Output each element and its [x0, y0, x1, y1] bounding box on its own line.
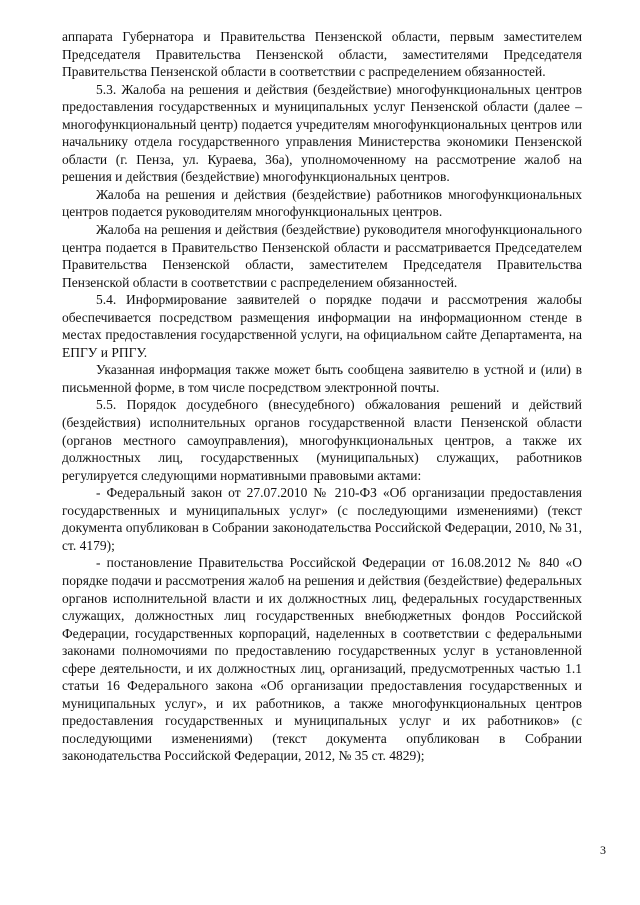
list-item: - постановление Правительства Российской Федерации от 16.08.2012 № 840 «О порядке подачи и рассмотрения жалоб на решения и действия (бездействие) федеральных органов исполнительной власти и их должностных лиц, федеральных государственных служащих, должностных лиц государственных внебюджетных фондов Российской Федерации, государственных корпораций, наделенных в соответствии с федеральными законами полномочиями по предоставлению государственных услуг в установленной сфере деятельности, и их должностных лиц, организаций, предусмотренных частью 1.1 статьи 16 Федерального закона «Об организации предоставления государственных и муниципальных услуг», и их работников, а также многофункциональных центров предоставления государственных и муниципальных услуг и их работников» (с последующими изменениями) (текст документа опубликован в Собрании законодательства Российской Федерации, 2012, № 35 ст. 4829); [62, 555, 582, 764]
paragraph: 5.5. Порядок досудебного (внесудебного) обжалования решений и действий (бездействия) исполнительных органов государственной власти Пензенской области (органов местного самоуправления), многофункциональных центров, а также их должностных лиц, государственных (муниципальных) служащих, работников регулируется следующими нормативными правовыми актами: [62, 397, 582, 483]
paragraph: аппарата Губернатора и Правительства Пензенской области, первым заместителем Председателя Правительства Пензенской области, заместителями Председателя Правительства Пензенской области в соответствии с распределением обязанностей. [62, 29, 582, 80]
paragraph: Указанная информация также может быть сообщена заявителю в устной и (или) в письменной форме, в том числе посредством электронной почты. [62, 362, 582, 395]
paragraph: Жалоба на решения и действия (бездействие) работников многофункциональных центров подается руководителям многофункциональных центров. [62, 186, 582, 220]
page-number: 3 [600, 843, 606, 857]
paragraph: Жалоба на решения и действия (бездействие) руководителя многофункционального центра подается в Правительство Пензенской области и рассматривается Председателем Правительства Пензенской области, заместителем Председателя Правительства Пензенской области в соответствии с распределением обязанностей. [62, 222, 582, 290]
paragraph: 5.4. Информирование заявителей о порядке подачи и рассмотрения жалобы обеспечивается посредством размещения информации на информационном стенде в местах предоставления государственной услуги, на официальном сайте Департамента, на ЕПГУ и РПГУ. [62, 292, 582, 360]
document-body [62, 28, 582, 765]
list-item: - Федеральный закон от 27.07.2010 № 210-ФЗ «Об организации предоставления государственных и муниципальных услуг» (с последующими изменениями) (текст документа опубликован в Собрании законодательства Российской Федерации, 2010, № 31, ст. 4179); [62, 485, 582, 553]
paragraph: 5.3. Жалоба на решения и действия (бездействие) многофункциональных центров предоставления государственных и муниципальных услуг Пензенской области (далее – многофункциональный центр) подается учредителям многофункциональных центров или начальнику отдела государственного управления Министерства экономики Пензенской области (г. Пенза, ул. Кураева, 36а), уполномоченному на рассмотрение жалоб на решения и действия (бездействие) многофункциональных центров. [62, 81, 582, 185]
